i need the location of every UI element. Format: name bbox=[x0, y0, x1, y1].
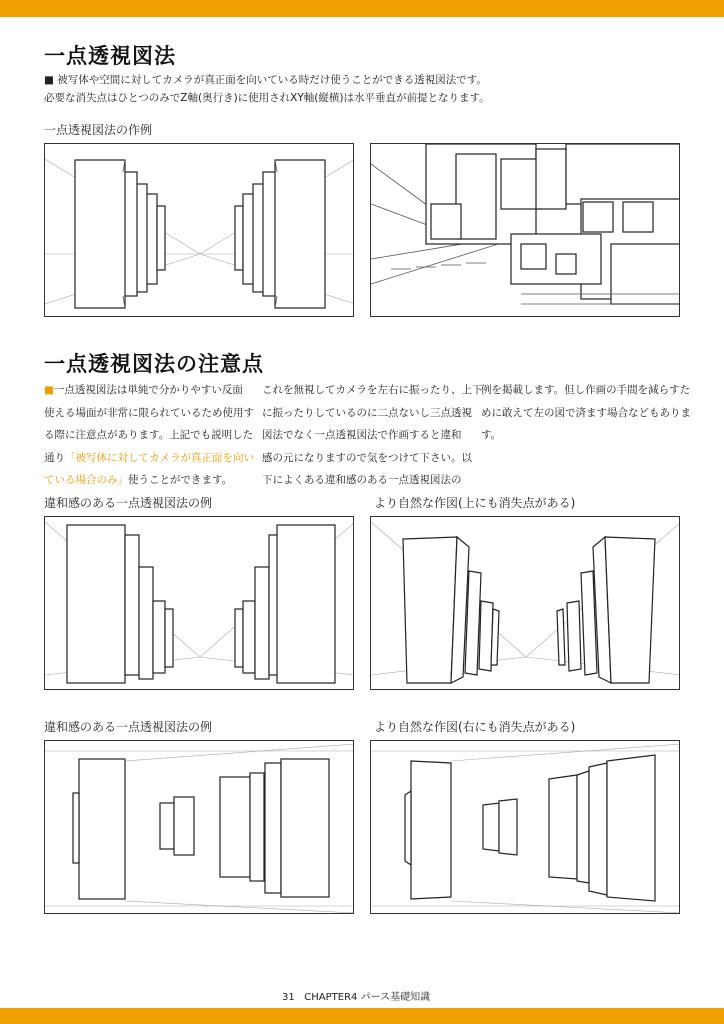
caption-bad-example-1: 違和感のある一点透視図法の例 bbox=[44, 496, 213, 510]
intro-text-1: 被写体や空間に対してカメラが真正面を向いている時だけ使うことができる透視図法です。 bbox=[57, 74, 487, 86]
bottom-accent-band bbox=[0, 1008, 724, 1024]
col1-line-5 bbox=[44, 469, 254, 492]
col1-line-2: 使える場面が非常に限られているため使用す bbox=[44, 406, 254, 419]
figure-bad-example-vertical-drawing bbox=[45, 517, 354, 690]
caption-bad-example-2: 違和感のある一点透視図法の例 bbox=[44, 720, 213, 734]
figure-bad-example-horizontal-drawing bbox=[45, 741, 354, 914]
section-title-one-point-perspective: 一点透視図法 bbox=[44, 44, 176, 68]
footer bbox=[282, 988, 430, 1003]
body-column-3 bbox=[481, 379, 691, 447]
bullet-square: ■ bbox=[44, 74, 54, 86]
col2-line-2: に振ったりしているのに二点ないし三点透視 bbox=[262, 406, 472, 419]
page-number: 31 bbox=[282, 992, 295, 1003]
bullet-square-orange: ■ bbox=[44, 384, 54, 396]
highlight-text-2: ている場合のみ」 bbox=[44, 474, 128, 486]
col2-line-5: 下によくある違和感のある一点透視図法の bbox=[262, 474, 462, 486]
figure-one-point-street-scene-drawing bbox=[371, 144, 680, 317]
col3-line-1: 例を掲載します。但し作画の手間を減らすた bbox=[481, 384, 691, 396]
col2-line-1: これを無視してカメラを左右に振ったり、上下 bbox=[262, 384, 483, 396]
section-title-caveats: 一点透視図法の注意点 bbox=[44, 352, 264, 376]
example-caption: 一点透視図法の作例 bbox=[44, 123, 153, 137]
figure-one-point-buildings bbox=[44, 143, 354, 317]
figure-one-point-street-scene bbox=[370, 143, 680, 317]
body-column-1 bbox=[44, 379, 254, 492]
figure-natural-right-vanishing-drawing bbox=[371, 741, 680, 914]
col1-line-3: る際に注意点があります。上記でも説明した bbox=[44, 429, 254, 441]
highlight-text-1: 「被写体に対してカメラが真正面を向い bbox=[65, 451, 254, 464]
caption-natural-right: より自然な作図(右にも消失点がある) bbox=[374, 720, 576, 734]
col2-line-3: 図法でなく一点透視図法で作画すると違和 bbox=[262, 429, 462, 441]
figure-one-point-buildings-drawing bbox=[45, 144, 354, 317]
figure-bad-example-vertical bbox=[44, 516, 354, 690]
figure-bad-example-horizontal bbox=[44, 740, 354, 914]
col1-text-5: 使うことができます。 bbox=[128, 474, 233, 486]
col3-line-3: す。 bbox=[481, 429, 502, 441]
col1-line-4 bbox=[44, 447, 254, 470]
col1-text-1: 一点透視図法は単純で分かりやすい反面 bbox=[53, 384, 243, 396]
col1-line-1 bbox=[44, 379, 254, 402]
figure-natural-right-vanishing bbox=[370, 740, 680, 914]
figure-natural-top-vanishing bbox=[370, 516, 680, 690]
col3-line-2: めに敢えて左の図で済ます場合などもありま bbox=[481, 406, 691, 419]
section-intro-line-2: 必要な消失点はひとつのみでZ軸(奥行き)に使用されXY軸(縦横)は水平垂直が前提となります。 bbox=[44, 92, 490, 104]
caption-natural-top: より自然な作図(上にも消失点がある) bbox=[374, 496, 576, 510]
col1-text-4: 通り bbox=[44, 451, 65, 464]
top-accent-band bbox=[0, 0, 724, 17]
figure-natural-top-vanishing-drawing bbox=[371, 517, 680, 690]
chapter-label: CHAPTER4 パース基礎知識 bbox=[304, 992, 431, 1003]
body-column-2 bbox=[262, 379, 483, 492]
col2-line-4: 感の元になりますので気をつけて下さい。以 bbox=[262, 451, 472, 464]
